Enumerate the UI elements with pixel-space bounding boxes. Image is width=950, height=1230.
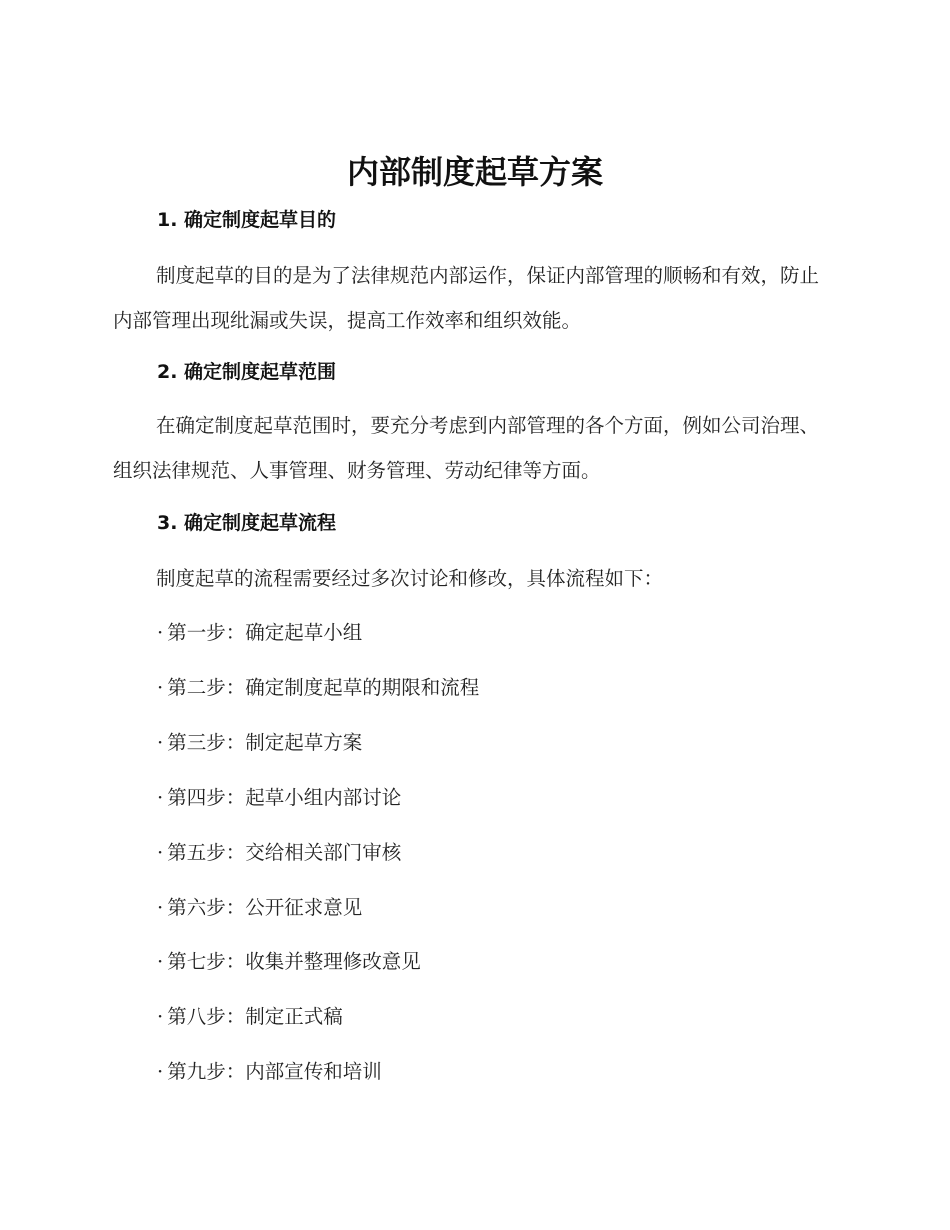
bullet-mark: · [157,950,164,973]
bullet-mark: · [157,1005,164,1028]
bullet-mark: · [157,676,164,699]
step-text: 第九步：内部宣传和培训 [167,1060,382,1083]
section-heading-process: 3. 确定制度起草流程 [157,512,337,534]
section-body-process: 制度起草的流程需要经过多次讨论和修改，具体流程如下： [156,567,664,590]
list-item-step-4 [157,784,401,812]
list-item-step-1 [157,619,362,647]
step-text: 第五步：交给相关部门审核 [167,841,402,864]
bullet-mark: · [157,731,164,754]
list-item-step-7 [157,948,421,976]
section-heading-purpose: 1. 确定制度起草目的 [157,209,337,231]
bullet-mark: · [157,896,164,919]
section-body-scope: 在确定制度起草范围时，要充分考虑到内部管理的各个方面，例如公司治理、组织法律规范、人事管理、财务管理、劳动纪律等方面。 [113,414,820,482]
list-item-step-6 [157,894,362,922]
section-heading-scope: 2. 确定制度起草范围 [157,361,337,383]
bullet-mark: · [157,1060,164,1083]
document-title: 内部制度起草方案 [346,153,603,191]
step-text: 第七步：收集并整理修改意见 [167,950,421,973]
step-text: 第二步：确定制度起草的期限和流程 [167,676,480,699]
step-text: 第一步：确定起草小组 [167,621,363,644]
step-text: 第八步：制定正式稿 [167,1005,343,1028]
bullet-mark: · [157,786,164,809]
section-body-purpose: 制度起草的目的是为了法律规范内部运作，保证内部管理的顺畅和有效，防止内部管理出现纰漏或失误，提高工作效率和组织效能。 [113,264,820,332]
list-item-step-5 [157,839,401,867]
list-item-step-9 [157,1058,382,1086]
list-item-step-2 [157,674,479,702]
list-item-step-3 [157,729,362,757]
step-text: 第三步：制定起草方案 [167,731,363,754]
bullet-mark: · [157,621,164,644]
step-text: 第六步：公开征求意见 [167,896,363,919]
bullet-mark: · [157,841,164,864]
list-item-step-8 [157,1003,343,1031]
step-text: 第四步：起草小组内部讨论 [167,786,402,809]
